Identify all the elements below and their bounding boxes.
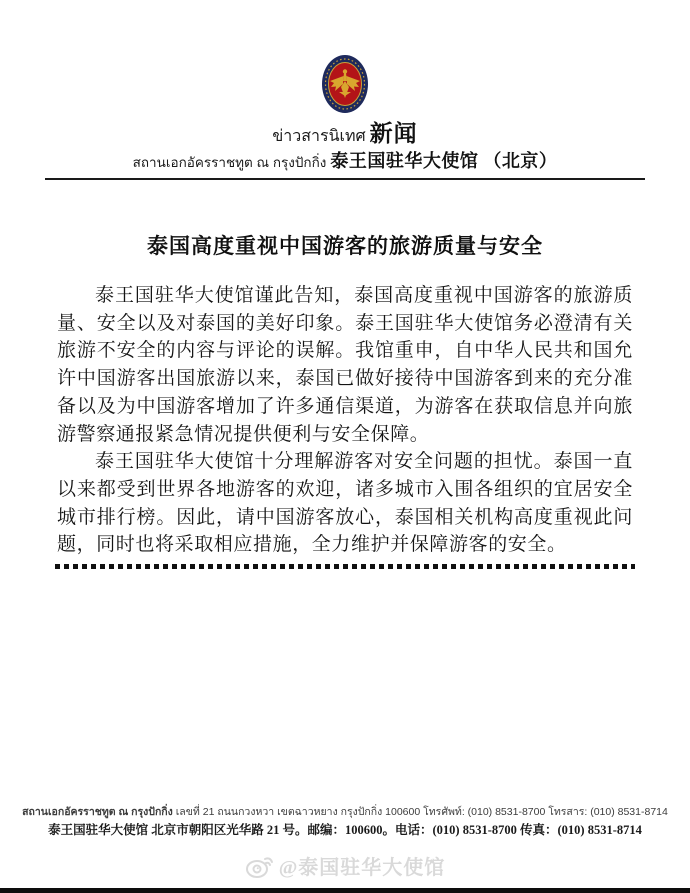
document-title: 泰国高度重视中国游客的旅游质量与安全 [147, 234, 543, 258]
garuda-emblem-icon [321, 54, 369, 114]
header-line1-cn: 新闻 [369, 121, 418, 146]
watermark-text: @泰国驻华大使馆 [278, 857, 446, 879]
footer-address-thai [0, 805, 690, 819]
footer-address-thai-detail: เลขที่ 21 ถนนกวงหวา เขตฉาวหยาง กรุงปักกิ่ง 100600 โทรศัพท์: (010) 8531-8700 โทรสาร: (010) 8531-8714 [172, 806, 668, 818]
embassy-header [0, 0, 690, 180]
bottom-black-bar [0, 888, 690, 893]
header-line1 [0, 122, 690, 149]
footer-address-thai-name: สถานเอกอัครราชทูต ณ กรุงปักกิ่ง [22, 806, 173, 818]
header-line2-thai: สถานเอกอัครราชทูต ณ กรุงปักกิ่ง [132, 155, 327, 170]
document-body [57, 282, 633, 559]
header-line1-thai: ข่าวสารนิเทศ [272, 128, 366, 145]
paragraph-1: 泰王国驻华大使馆谨此告知，泰国高度重视中国游客的旅游质量、安全以及对泰国的美好印象。泰王国驻华大使馆务必澄清有关旅游不安全的内容与评论的误解。我馆重申，自中华人民共和国允许中国游客出国旅游以来，泰国已做好接待中国游客到来的充分准备以及为中国游客增加了许多通信渠道，为游客在获取信息并向旅游警察通报紧急情况提供便利与安全保障。 [57, 285, 633, 445]
royal-thai-embassy-seal [0, 54, 690, 114]
header-line2-cn: 泰王国驻华大使馆 （北京） [330, 151, 558, 171]
weibo-icon [245, 853, 275, 879]
page-footer [0, 805, 690, 893]
dotted-divider [55, 564, 635, 569]
weibo-watermark [0, 851, 690, 880]
paragraph-2: 泰王国驻华大使馆十分理解游客对安全问题的担忧。泰国一直以来都受到世界各地游客的欢迎，诸多城市入围各组织的宜居安全城市排行榜。因此，请中国游客放心，泰国相关机构高度重视此问题，同时也将采取相应措施，全力维护并保障游客的安全。 [57, 451, 633, 556]
header-divider [45, 178, 645, 180]
footer-address-cn: 泰王国驻华大使馆 北京市朝阳区光华路 21 号。邮编：100600。电话：(010) 8531-8700 传真：(010) 8531-8714 [48, 823, 642, 837]
header-line2 [0, 150, 690, 174]
